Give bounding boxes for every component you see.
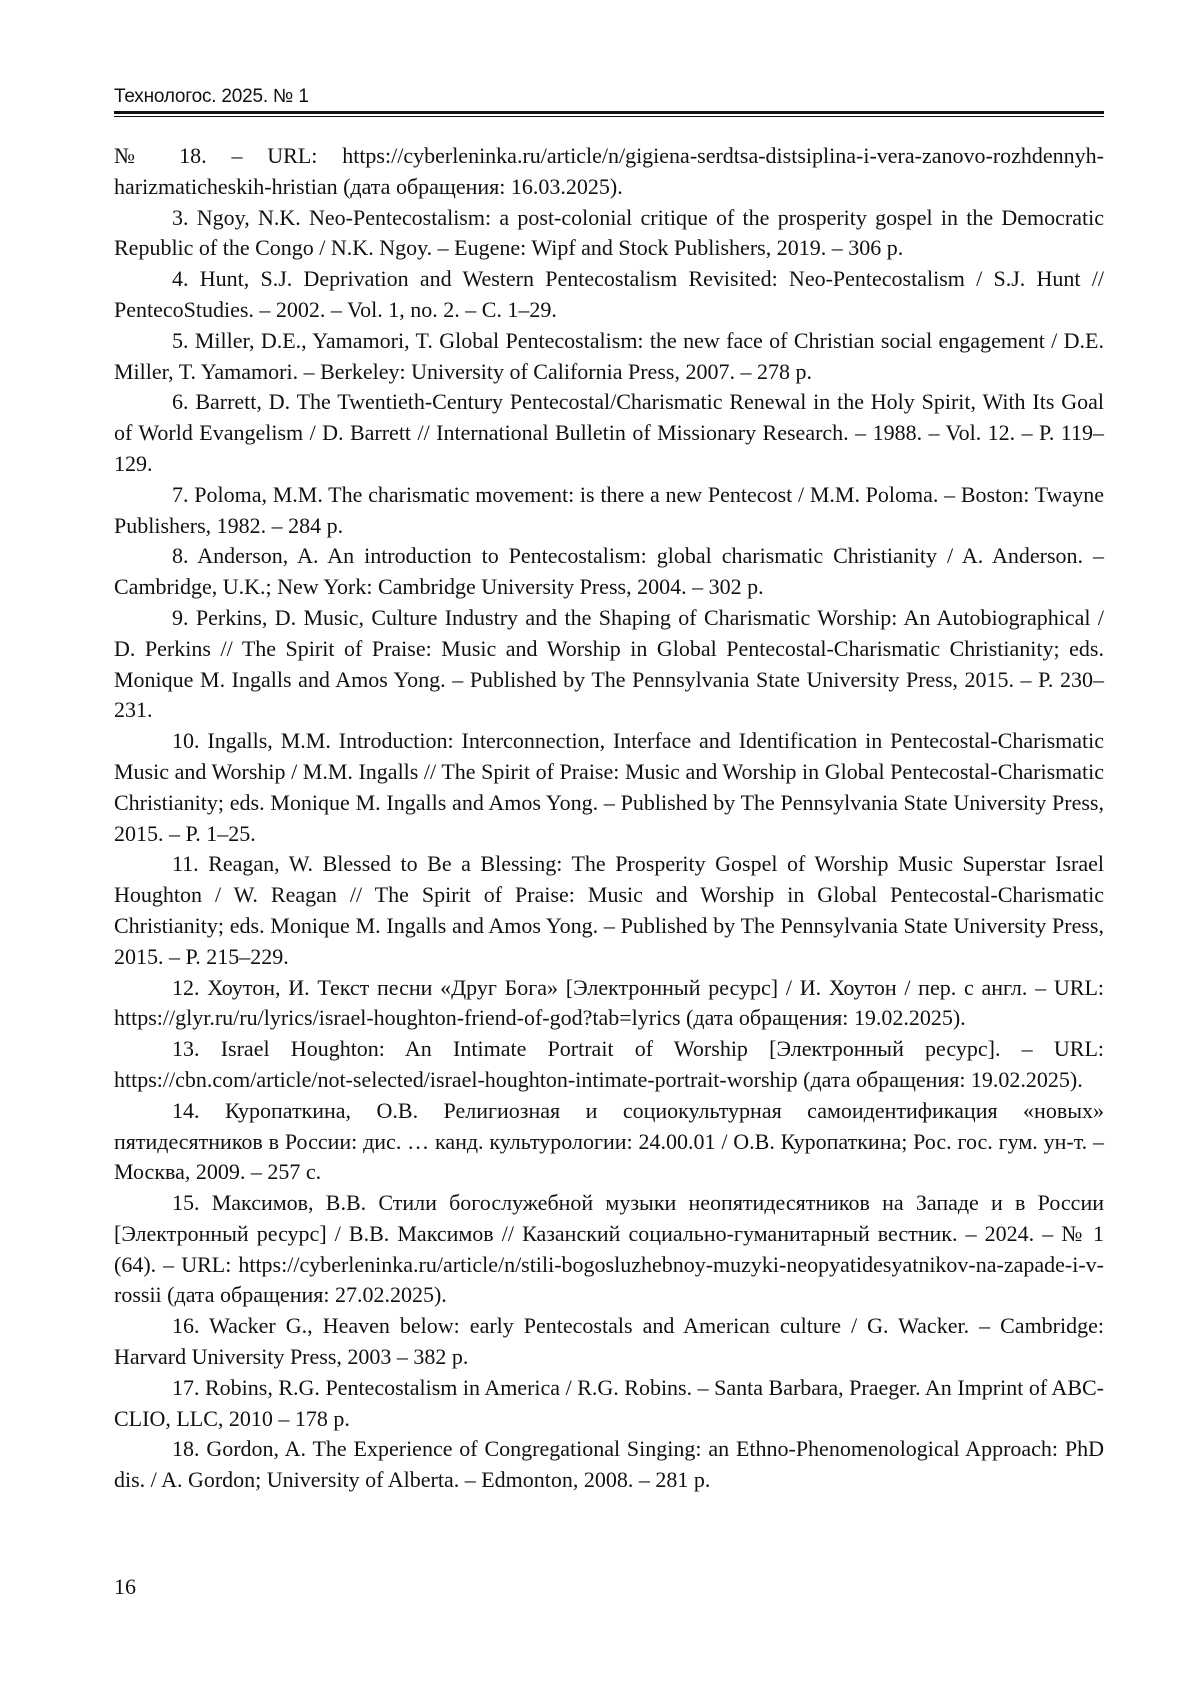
page-number: 16 bbox=[114, 1574, 136, 1599]
reference-12: 12. Хоутон, И. Текст песни «Друг Бога» [Электронный ресурс] / И. Хоутон / пер. с англ. – URL: https://glyr.ru/ru/lyrics/israel-houghton-friend-of-god?tab=lyrics (дата обращения: 19.02.2025). bbox=[114, 974, 1104, 1031]
reference-16: 16. Wacker G., Heaven below: early Pentecostals and American culture / G. Wacker. – Cambridge: Harvard University Press, 2003 – 382 p. bbox=[114, 1313, 1104, 1370]
reference-15: 15. Максимов, В.В. Стили богослужебной музыки неопятидесятников на Западе и в России [Электронный ресурс] / В.В. Максимов // Казанский социально-гуманитарный вестник. – 2024. – № 1 (64). – URL: https://cyberleninka.ru/article/n/stili-bogosluzhebnoy-muzyki-neopyatidesyatnikov-na-zapade-i-v-rossii (дата обращения: 27.02.2025). bbox=[114, 1190, 1104, 1308]
reference-7: 7. Poloma, M.M. The charismatic movement: is there a new Pentecost / M.M. Poloma. – Boston: Twayne Publishers, 1982. – 284 p. bbox=[114, 481, 1104, 538]
running-header: Технологос. 2025. № 1 bbox=[114, 86, 309, 107]
reference-10: 10. Ingalls, M.M. Introduction: Interconnection, Interface and Identification in Pentecostal-Charismatic Music and Worship / M.M. Ingalls // The Spirit of Praise: Music and Worship in Global Pentecostal-Charismatic Christianity; eds. Monique M. Ingalls and Amos Yong. – Published by The Pennsylvania State University Press, 2015. – P. 1–25. bbox=[114, 728, 1104, 846]
reference-4: 4. Hunt, S.J. Deprivation and Western Pentecostalism Revisited: Neo-Pentecostalism / S.J. Hunt // PentecoStudies. – 2002. – Vol. 1, no. 2. – С. 1–29. bbox=[114, 266, 1104, 322]
reference-list bbox=[114, 141, 1104, 1496]
reference-17: 17. Robins, R.G. Pentecostalism in America / R.G. Robins. – Santa Barbara, Praeger. An Imprint of ABC-CLIO, LLC, 2010 – 178 p. bbox=[114, 1374, 1104, 1431]
reference-5: 5. Miller, D.E., Yamamori, T. Global Pentecostalism: the new face of Christian social engagement / D.E. Miller, T. Yamamori. – Berkeley: University of California Press, 2007. – 278 p. bbox=[114, 327, 1104, 384]
reference-3: 3. Ngoy, N.K. Neo-Pentecostalism: a post-colonial critique of the prosperity gospel in the Democratic Republic of the Congo / N.K. Ngoy. – Eugene: Wipf and Stock Publishers, 2019. – 306 p. bbox=[114, 204, 1104, 261]
reference-6: 6. Barrett, D. The Twentieth-Century Pentecostal/Charismatic Renewal in the Holy Spirit, With Its Goal of World Evangelism / D. Barrett // International Bulletin of Missionary Research. – 1988. – Vol. 12. – P. 119–129. bbox=[114, 389, 1104, 476]
header-rule-thick bbox=[114, 111, 1104, 114]
reference-13: 13. Israel Houghton: An Intimate Portrait of Worship [Электронный ресурс]. – URL: https://cbn.com/article/not-selected/israel-houghton-intimate-portrait-worship (дата обращения: 19.02.2025). bbox=[114, 1036, 1104, 1092]
reference-11: 11. Reagan, W. Blessed to Be a Blessing: The Prosperity Gospel of Worship Music Superstar Israel Houghton / W. Reagan // The Spirit of Praise: Music and Worship in Global Pentecostal-Charismatic Christianity; eds. Monique M. Ingalls and Amos Yong. – Published by The Pennsylvania State University Press, 2015. – P. 215–229. bbox=[114, 851, 1104, 969]
reference-9: 9. Perkins, D. Music, Culture Industry and the Shaping of Charismatic Worship: An Autobiographical / D. Perkins // The Spirit of Praise: Music and Worship in Global Pentecostal-Charismatic Christianity; eds. Monique M. Ingalls and Amos Yong. – Published by The Pennsylvania State University Press, 2015. – P. 230–231. bbox=[114, 604, 1104, 723]
reference-18: 18. Gordon, A. The Experience of Congregational Singing: an Ethno-Phenomenological Approach: PhD dis. / A. Gordon; University of Alberta. – Edmonton, 2008. – 281 p. bbox=[114, 1436, 1104, 1493]
reference-14: 14. Куропаткина, О.В. Религиозная и социокультурная самоидентификация «новых» пятидесятников в России: дис. … канд. культурологии: 24.00.01 / О.В. Куропаткина; Рос. гос. гум. ун-т. – Москва, 2009. – 257 с. bbox=[114, 1097, 1104, 1185]
reference-8: 8. Anderson, A. An introduction to Pentecostalism: global charismatic Christianity / A. Anderson. – Cambridge, U.K.; New York: Cambridge University Press, 2004. – 302 p. bbox=[114, 543, 1104, 600]
header-rule-thin bbox=[114, 116, 1104, 117]
reference-continuation: № 18. – URL: https://cyberleninka.ru/article/n/gigiena-serdtsa-distsiplina-i-vera-zanovo-rozhdennyh-harizmaticheskih-hristian (дата обращения: 16.03.2025). bbox=[114, 143, 1104, 199]
